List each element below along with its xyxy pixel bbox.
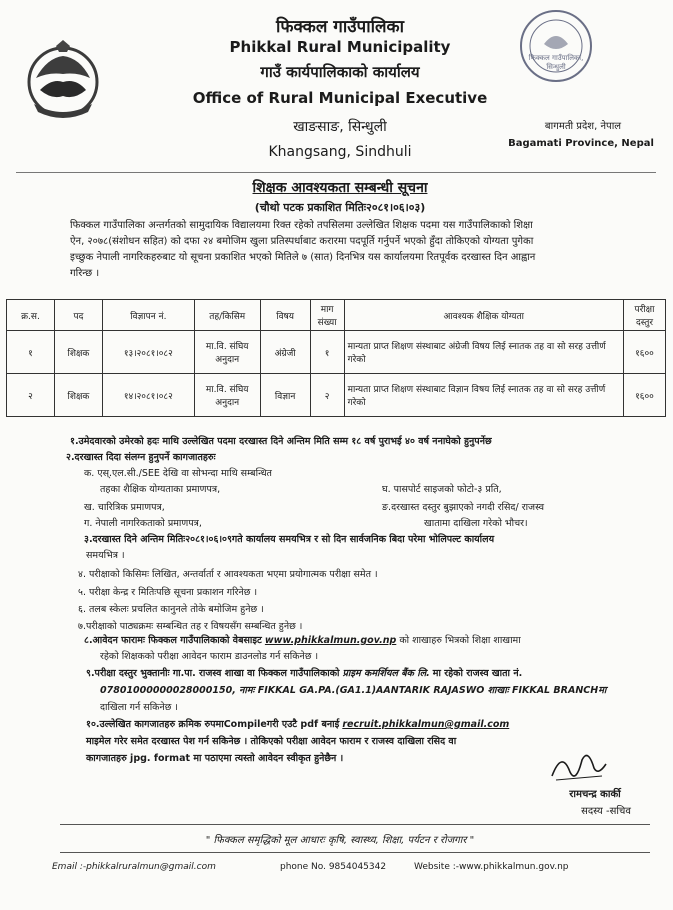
vacancy-table: [6, 299, 666, 417]
doc-item-a: क. एस्.एल.सी./SEE देखि वा सोभन्दा माथि सम्बन्धित: [84, 468, 272, 479]
email-submission-text: १०.उल्लेखित कागजातहरु क्रमिक रुपमाCompileगरी एउटै pdf बनाई: [86, 719, 340, 730]
nepal-government-emblem-icon: [22, 38, 104, 124]
footer-divider-bottom: [60, 852, 650, 853]
doc-item-d: घ. पासपोर्ट साइजको फोटो-३ प्रति,: [382, 484, 502, 495]
point-age-limit: १.उमेदवारको उमेरको हदः माथि उल्लेखित पदमा दरखास्त दिने अन्तिम मिति सम्म १८ वर्ष पुराभई ४० वर्ष ननाघेको हुनुपर्नेछ: [70, 436, 492, 447]
doc-item-a-cont: तहका शैक्षिक योग्यताका प्रमाणपत्र,: [100, 484, 221, 495]
point-application-form: [84, 633, 521, 646]
cell-fee: १६००: [623, 374, 665, 417]
header-fee: परीक्षा दस्तुर: [623, 300, 665, 331]
header-qualification: आवश्यक शैक्षिक योग्यता: [344, 300, 623, 331]
point-email-submission-cont-2: कागजातहरु jpg. format मा पठाएमा त्यस्तो आवेदन स्वीकृत हुनेछैन ।: [86, 753, 344, 764]
doc-item-c: ग. नेपाली नागरिकताको प्रमाणपत्र,: [84, 518, 202, 529]
seal-stamp-icon: [518, 8, 594, 84]
place-english: Khangsang, Sindhuli: [268, 144, 412, 160]
cell-count: १: [310, 331, 344, 374]
cell-fee: १६००: [623, 331, 665, 374]
intro-line: इच्छुक नेपाली नागरिकहरुबाट यो सूचना प्रकाशित भएको मितिले ७ (सात) दिनभित्र यस कार्यालयमा रितपूर्वक दरखास्त दिन आह्वान: [70, 252, 536, 263]
point-application-form-cont: रहेको शिक्षकको परीक्षा आवेदन फाराम डाउनलोड गर्न सकिनेछ ।: [100, 651, 319, 662]
point-fee-payment: [86, 666, 522, 679]
notice-title: शिक्षक आवश्यकता सम्बन्धी सूचना: [252, 180, 428, 196]
bank-account-details: 07801000000028000150, नामः FIKKAL GA.PA.(GA1.1)AANTARIK RAJASWO शाखाः FIKKAL BRANCHमा: [100, 685, 607, 696]
footer-phone: phone No. 9854045342: [280, 862, 387, 872]
footer-website[interactable]: Website :-www.phikkalmun.gov.np: [414, 862, 569, 872]
cell-subject: अंग्रेजी: [260, 331, 310, 374]
cell-sn: २: [7, 374, 55, 417]
office-name-nepali: गाउँ कार्यपालिकाको कार्यालय: [260, 63, 420, 81]
cell-ad-no: १३।२०८१।०८२: [102, 331, 194, 374]
point-fee-payment-cont: दाखिला गर्न सकिनेछ ।: [100, 702, 179, 713]
point-email-submission-cont: माइमेल गरेर समेत दरखास्त पेश गर्न सकिनेछ । तोकिएको परीक्षा आवेदन फाराम र राजस्व दाखिला रसिद वा: [86, 736, 457, 747]
table-row: [7, 374, 666, 417]
header-ad-no: विज्ञापन नं.: [102, 300, 194, 331]
cell-qualification: मान्यता प्राप्त शिक्षण संस्थाबाट विज्ञान विषय लिई स्नातक तह वा सो सरह उत्तीर्ण गरेको: [344, 374, 623, 417]
recruit-email-link[interactable]: recruit.phikkalmun@gmail.com: [342, 719, 510, 730]
intro-line: फिक्कल गाउँपालिका अन्तर्गतको सामुदायिक विद्यालयमा रिक्त रहेको तपसिलमा उल्लेखित शिक्षक पदमा यस गाउँपालिकाको शिक्षा: [70, 220, 533, 231]
header-divider: [16, 172, 656, 173]
header-level: तह/किसिम: [194, 300, 260, 331]
cell-subject: विज्ञान: [260, 374, 310, 417]
cell-level: मा.वि. संघिय अनुदान: [194, 331, 260, 374]
signatory-title: सदस्य -सचिव: [581, 806, 631, 817]
office-name-english: Office of Rural Municipal Executive: [192, 89, 488, 107]
signatory-name: रामचन्द्र कार्की: [569, 789, 621, 800]
notice-subtitle: (चौथो पटक प्रकाशित मितिः२०८१।०६।०३): [254, 201, 426, 214]
cell-sn: १: [7, 331, 55, 374]
footer-email[interactable]: Email :-phikkalruralmun@gmail.com: [52, 862, 216, 872]
cell-level: मा.वि. संघिय अनुदान: [194, 374, 260, 417]
cell-count: २: [310, 374, 344, 417]
doc-item-e-cont: खातामा दाखिला गरेको भौचर।: [424, 518, 528, 529]
province-nepali: बागमती प्रदेश, नेपाल: [544, 121, 622, 132]
intro-line: गरिन्छ ।: [70, 268, 100, 279]
cell-post: शिक्षक: [54, 331, 102, 374]
municipality-name-nepali: फिक्कल गाउँपालिका: [275, 17, 404, 37]
doc-item-b: ख. चारित्रिक प्रमाणपत्र,: [84, 502, 165, 513]
point-exam-type: ४. परीक्षाको किसिमः लिखित, अन्तर्वार्ता र आवश्यकता भएमा प्रयोगात्मक परीक्षा समेत ।: [78, 569, 378, 580]
cell-qualification: मान्यता प्राप्त शिक्षण संस्थाबाट अंग्रेजी विषय लिई स्नातक तह वा सो सरह उत्तीर्ण गरेको: [344, 331, 623, 374]
seal-text: फिक्कल गाउँपालिका, सिन्धुली: [528, 54, 584, 71]
province-english: Bagamati Province, Nepal: [508, 138, 654, 149]
bank-name: प्राइम कमर्शियल बैंक लि.: [342, 668, 430, 679]
signature-scribble-icon: [548, 746, 608, 786]
municipality-name-english: Phikkal Rural Municipality: [229, 38, 451, 56]
application-form-text: ८.आवेदन फारामः फिक्कल गाउँपालिकाको वेबसाइट: [84, 635, 262, 646]
header-sn: क्र.स.: [7, 300, 55, 331]
point-documents: २.दरखास्त दिदा संलग्न हुनुपर्ने कागजातहरुः: [66, 452, 216, 463]
header-count: माग संख्या: [310, 300, 344, 331]
footer-motto: " फिक्कल समृद्धिको मूल आधारः कृषि, स्वास्थ्य, शिक्षा, पर्यटन र रोजगार ": [205, 835, 475, 846]
point-email-submission: [86, 717, 509, 730]
doc-item-e: ङ.दरखास्त दस्तुर बुझाएको नगदी रसिद/ राजस्व: [382, 502, 545, 513]
header-post: पद: [54, 300, 102, 331]
website-link[interactable]: www.phikkalmun.gov.np: [264, 635, 397, 646]
point-salary: ६. तलब स्केलः प्रचलित कानुनले तोके बमोजिम हुनेछ ।: [78, 604, 264, 615]
footer-divider-top: [60, 824, 650, 825]
intro-line: ऐन, २०७८(संशोधन सहित) को दफा २४ बमोजिम खुला प्रतिस्पर्धाबाट करारमा पदपूर्ति गर्नुपर्ने भएको हुँदा तोकिएको योग्यता पुगेका: [70, 236, 534, 247]
notice-intro: [70, 218, 644, 282]
table-row: [7, 331, 666, 374]
fee-payment-text: ९.परीक्षा दस्तुर भुक्तानीः गा.पा. राजस्व शाखा वा फिक्कल गाउँपालिकाको: [86, 668, 340, 679]
official-seal: [518, 8, 594, 84]
fee-payment-text-2: मा रहेको राजस्व खाता नं.: [432, 668, 523, 679]
point-syllabus: ७.परीक्षाको पाठ्यक्रमः सम्बन्धित तह र विषयसँग सम्बन्धित हुनेछ ।: [78, 621, 303, 632]
application-form-text-2: को शाखाहरु भित्रको शिक्षा शाखामा: [399, 635, 521, 646]
cell-ad-no: १४।२०८१।०८२: [102, 374, 194, 417]
place-nepali: खाङसाङ, सिन्धुली: [293, 119, 387, 135]
point-exam-centre: ५. परीक्षा केन्द्र र मितिःपछि सूचना प्रकाशन गरिनेछ ।: [78, 587, 258, 598]
point-deadline: ३.दरखास्त दिने अन्तिम मितिः२०८१।०६।०९गते कार्यालय समयभित्र र सो दिन सार्वजनिक बिदा परेमा भोलिपल्ट कार्यालय: [84, 534, 495, 545]
table-header-row: [7, 300, 666, 331]
point-deadline-cont: समयभित्र ।: [86, 550, 125, 561]
header-subject: विषय: [260, 300, 310, 331]
cell-post: शिक्षक: [54, 374, 102, 417]
